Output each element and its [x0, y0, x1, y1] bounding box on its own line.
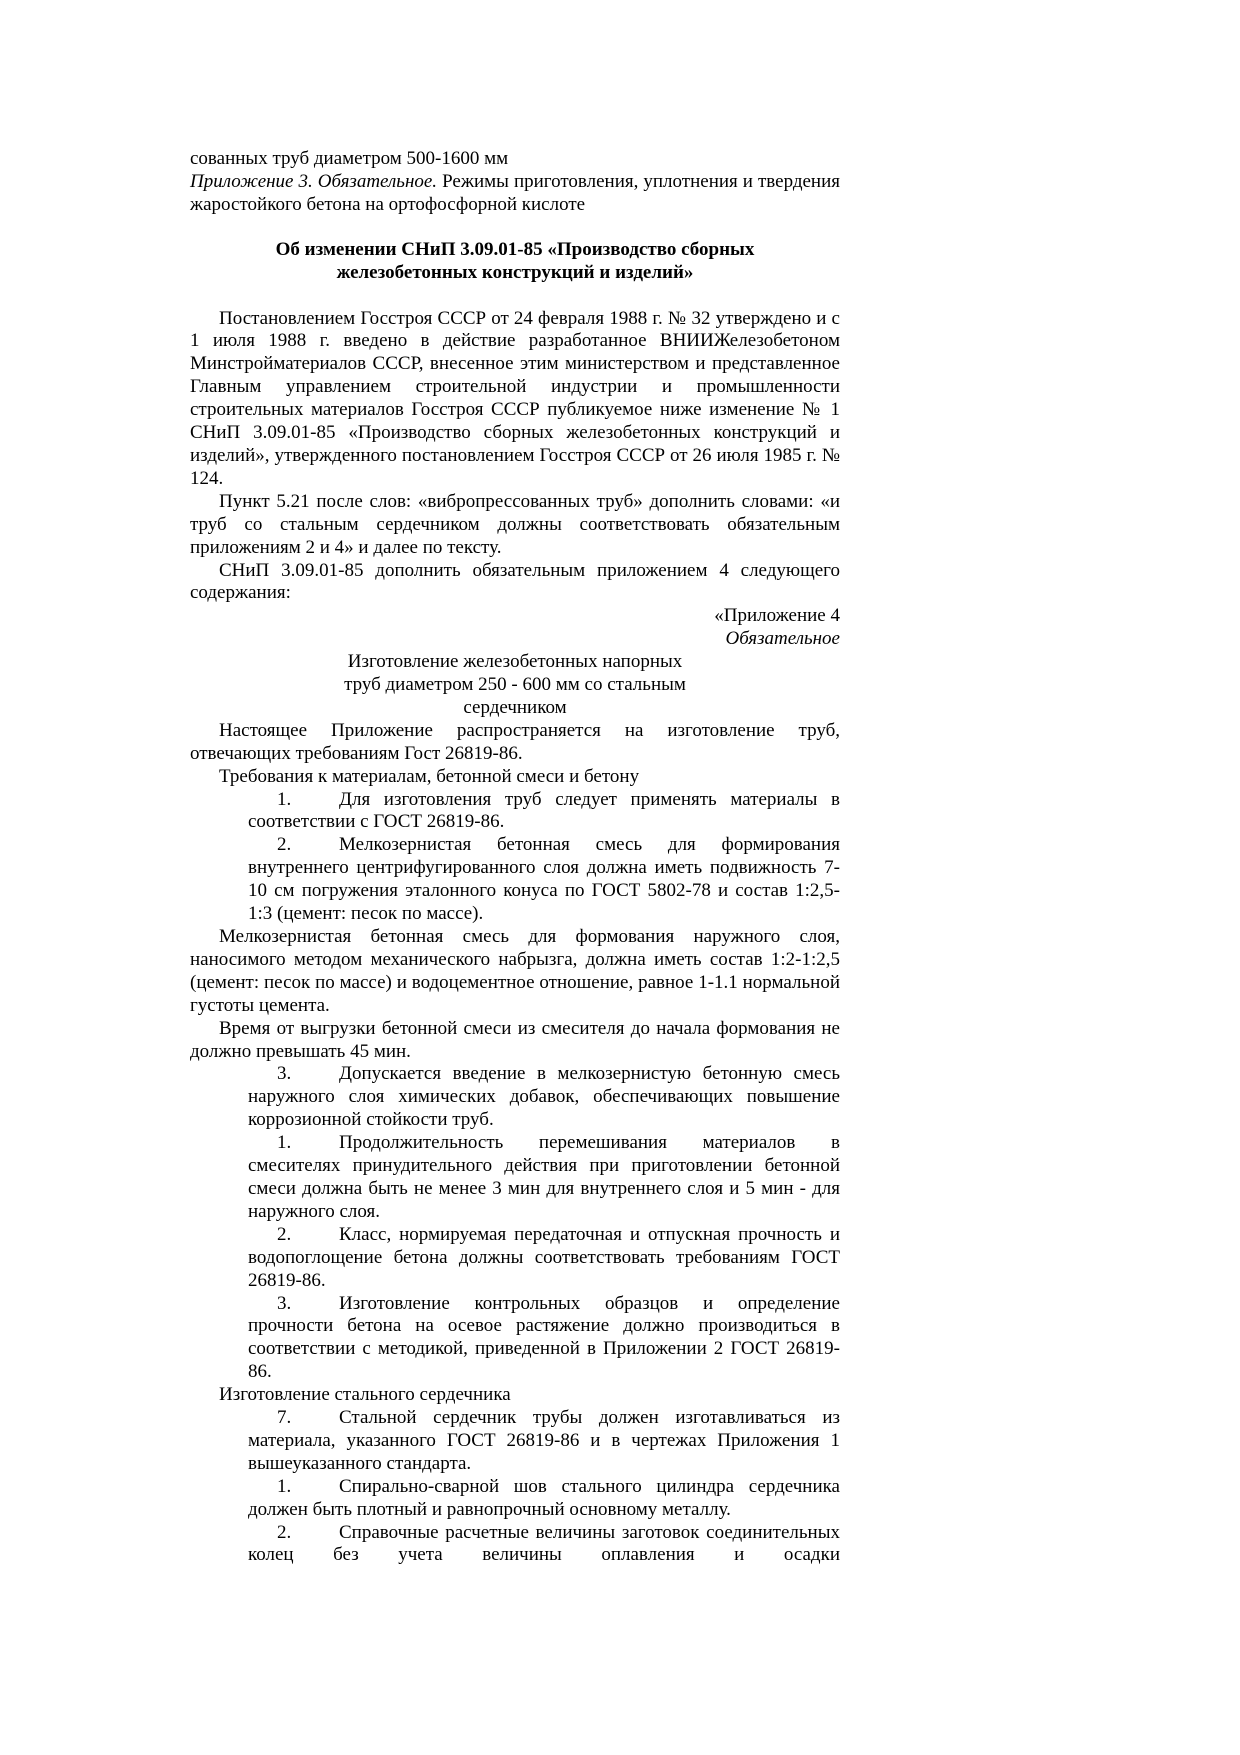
title-line-2: железобетонных конструкций и изделий» — [336, 261, 694, 283]
paragraph-outer-layer: Мелкозернистая бетонная смесь для формования наружного слоя, наносимого методом механического набрызга, должна иметь состав 1:2-1:2,5 (цемент: песок по массе) и водоцементное отношение, равное 1-1.1 нормальной густоты цемента. — [190, 926, 840, 1016]
appendix4-title-line-3: сердечником — [463, 696, 567, 718]
list-item-text: Продолжительность перемешивания материалов в смесителях принудительного действия при приготовлении бетонной смеси должна быть не менее 3 мин для внутреннего слоя и 5 мин - для наружного слоя. — [248, 1132, 840, 1222]
list-item-text: Класс, нормируемая передаточная и отпускная прочность и водопоглощение бетона должны соответствовать требованиям ГОСТ 26819-86. — [248, 1223, 840, 1291]
list-item — [190, 1293, 840, 1385]
paragraph-time: Время от выгрузки бетонной смеси из смесителя до начала формования не должно превышать 45 мин. — [190, 1017, 840, 1062]
appendix4-title-line-1: Изготовление железобетонных напорных — [347, 651, 683, 673]
list-item — [190, 1063, 840, 1132]
list-item — [190, 1522, 840, 1568]
list-item-text: Изготовление контрольных образцов и определение прочности бетона на осевое растяжение должно производиться в соответствии с методикой, приведенной в Приложении 2 ГОСТ 26819-86. — [248, 1292, 840, 1383]
list-item-number: 1. — [277, 1475, 292, 1497]
title-line-1: Об изменении СНиП 3.09.01-85 «Производство сборных — [275, 238, 755, 260]
appendix4-title — [190, 651, 840, 720]
list-item-text: Спирально-сварной шов стального цилиндра сердечника должен быть плотный и равнопрочный основному металлу. — [248, 1475, 840, 1520]
appendix3-label: Приложение 3. Обязательное. — [190, 170, 438, 192]
appendix4-status: Обязательное — [725, 628, 840, 650]
paragraph-decree: Постановлением Госстроя СССР от 24 февраля 1988 г. № 32 утверждено и с 1 июля 1988 г. введено в действие разработанное ВНИИЖелезобетоном Минстройматериалов СССР, внесенное этим министерством и представленное Главным управлением строительной индустрии и промышленности строительных материалов Госстроя СССР публикуемое ниже изменение № 1 СНиП 3.09.01-85 «Производство сборных железобетонных конструкций и изделий», утвержденного постановлением Госстроя СССР от 26 июля 1985 г. № 124. — [190, 307, 840, 489]
list-item-number: 3. — [277, 1292, 292, 1314]
list-item-number: 3. — [277, 1063, 292, 1085]
list-item-number: 2. — [277, 1223, 292, 1245]
document-title — [190, 239, 840, 285]
list-item — [190, 1224, 840, 1293]
list-item — [190, 1476, 840, 1522]
section-heading-materials: Требования к материалам, бетонной смеси и бетону — [219, 765, 640, 787]
appendix4-title-line-2: труб диаметром 250 - 600 мм со стальным — [344, 674, 686, 696]
list-item-text: Для изготовления труб следует применять материалы в соответствии с ГОСТ 26819-86. — [248, 788, 840, 833]
list-item — [190, 789, 840, 835]
list-item-number: 2. — [277, 1521, 292, 1543]
paragraph-scope: Настоящее Приложение распространяется на изготовление труб, отвечающих требованиям Гост 26819-86. — [190, 719, 840, 764]
list-item-text: Мелкозернистая бетонная смесь для формирования внутреннего центрифугированного слоя должна иметь подвижность 7-10 см погружения эталонного конуса по ГОСТ 5802-78 и состав 1:2,5-1:3 (цемент: песок по массе). — [248, 834, 840, 925]
intro-line: сованных труб диаметром 500-1600 мм — [190, 148, 509, 169]
appendix3-text: Режимы приготовления, уплотнения и твердения жаростойкого бетона на ортофосфорной кислоте — [190, 170, 841, 215]
list-item — [190, 1407, 840, 1476]
list-item-number: 1. — [277, 788, 292, 810]
appendix4-label: «Приложение 4 — [714, 605, 840, 627]
paragraph-supplement: СНиП 3.09.01-85 дополнить обязательным приложением 4 следующего содержания: — [190, 559, 840, 604]
list-item-number: 2. — [277, 834, 292, 856]
list-item-text: Допускается введение в мелкозернистую бетонную смесь наружного слоя химических добавок, обеспечивающих повышение коррозионной стойкости труб. — [248, 1063, 840, 1131]
list-item — [190, 834, 840, 926]
list-item — [190, 1132, 840, 1224]
list-item-text: Стальной сердечник трубы должен изготавливаться из материала, указанного ГОСТ 26819-86 и в чертежах Приложения 1 вышеуказанного стандарта. — [248, 1407, 840, 1474]
section-heading-steel-core: Изготовление стального сердечника — [219, 1384, 511, 1406]
document-page — [190, 148, 840, 1567]
list-item-number: 1. — [277, 1132, 292, 1154]
paragraph-clause-521: Пункт 5.21 после слов: «вибропрессованных труб» дополнить словами: «и труб со стальным сердечником должны соответствовать обязательным приложениям 2 и 4» и далее по тексту. — [190, 490, 840, 558]
list-item-text: Справочные расчетные величины заготовок соединительных колец без учета величины оплавления и осадки — [248, 1521, 840, 1566]
list-item-number: 7. — [277, 1407, 292, 1429]
appendix3-paragraph — [190, 171, 840, 217]
